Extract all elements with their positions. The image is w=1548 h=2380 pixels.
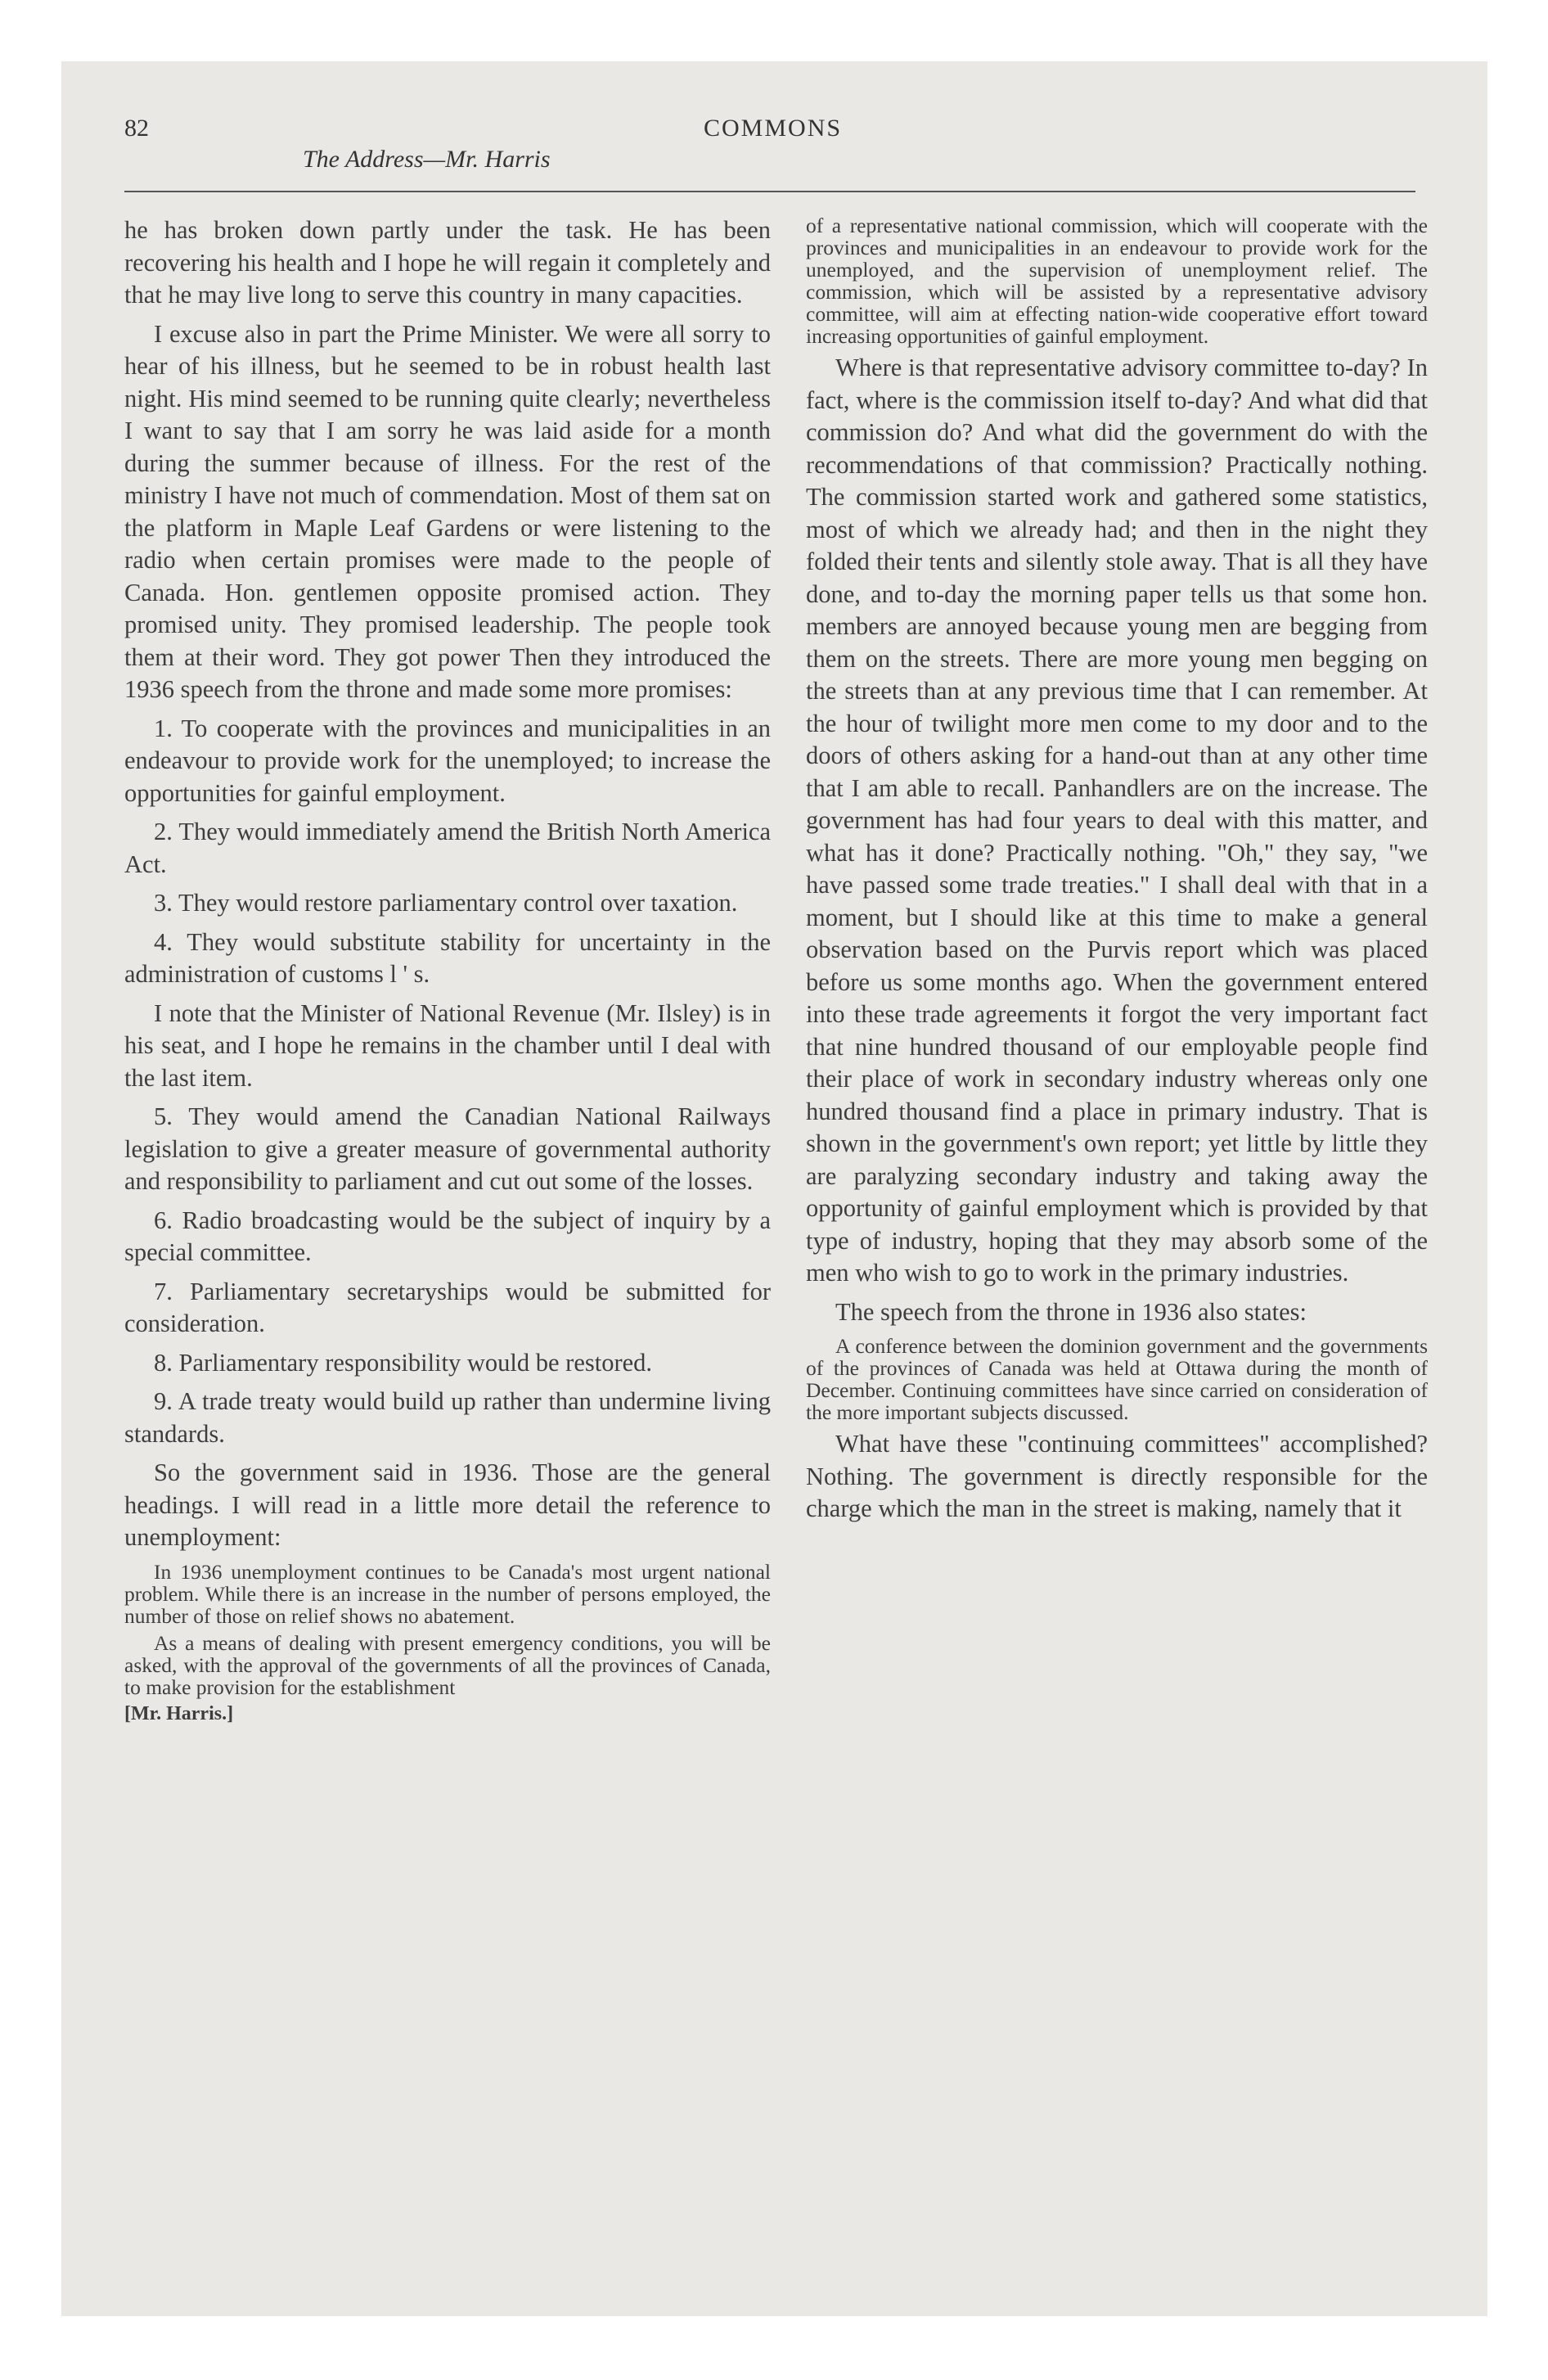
block-quote: In 1936 unemployment continues to be Canada's most urgent national problem. While there is an increase in the number of persons employed, the number of those on relief shows no abatement. [124, 1559, 771, 1628]
list-item: 3. They would restore parliamentary control over taxation. [154, 889, 738, 917]
paragraph: he has broken down partly under the task. He has been recovering his health and I hope he will regain it completely and that he may live long to serve this country in many capacities. [124, 216, 771, 309]
list-item: 7. Parliamentary secretaryships would be submitted for consideration. [124, 1277, 771, 1337]
list-item: 4. They would substitute stability for uncertainty in the administration of customs l ' s. [124, 927, 771, 988]
paragraph: The speech from the throne in 1936 also states: [835, 1297, 1307, 1326]
list-item: 8. Parliamentary responsibility would be restored. [154, 1348, 653, 1377]
right-column [806, 214, 1428, 1532]
paragraph: Where is that representative advisory committee to-day? In fact, where is the commission itself to-day? And what did that commission do? And what did the government do with the recommendations of that commission? Practically nothing. The commission started work and gathered some statistics, most of which we already had; and then in the night they folded their tents and silently stole away. That is all they have done, and to-day the morning paper tells us that some hon. members are annoyed because young men are begging from them on the streets. There are more young men begging on the streets than at any previous time that I can remember. At the hour of twilight more men come to my door and to the doors of others asking for a hand-out than at any other time that I am able to recall. Panhandlers are on the increase. The government has had four years to deal with this matter, and what has it done? Practically nothing. "Oh," they say, "we have passed some trade treaties." I shall deal with that in a moment, but I should like at this time to make a general observation based on the Purvis report which was placed before us some months ago. When the government entered into these trade agreements it forgot the very important fact that nine hundred thousand of our employable people find their place of work in secondary industry whereas only one hundred thousand find a place in primary industry. That is shown in the government's own report; yet little by little they are paralyzing secondary industry and taking away the opportunity of gainful employment which is provided by that type of industry, hoping that they may absorb some of the men who wish to go to work in the primary industries. [806, 354, 1428, 1287]
left-column [124, 214, 771, 1725]
list-item: 5. They would amend the Canadian National Railways legislation to give a greater measure of governmental authority and responsibility to parliament and cut out some of the losses. [124, 1102, 771, 1195]
page-number: 82 [124, 115, 149, 142]
block-quote: of a representative national commission, which will cooperate with the provinces and municipalities in an endeavour to provide work for the unemployed, and the supervision of unemployment relief. The commission, which will be assisted by a representative advisory committee, will aim at effecting nation-wide cooperative effort toward increasing opportunities of gainful employment. [806, 214, 1428, 348]
list-item: 1. To cooperate with the provinces and municipalities in an endeavour to provide work for the unemployed; to increase the opportunities for gainful employment. [124, 714, 771, 807]
list-item: 6. Radio broadcasting would be the subject of inquiry by a special committee. [124, 1206, 771, 1266]
section-title: The Address—Mr. Harris [303, 146, 551, 173]
block-quote: A conference between the dominion government and the governments of the provinces of Canada was held at Ottawa during the month of December. Continuing committees have since carried on consideration of the more important subjects discussed. [806, 1334, 1428, 1424]
paragraph: I excuse also in part the Prime Minister. We were all sorry to hear of his illness, but he seemed to be in robust health last night. His mind seemed to be running quite clearly; nevertheless I want to say that I am sorry he was laid aside for a month during the summer because of illness. For the rest of the ministry I have not much of commendation. Most of them sat on the platform in Maple Leaf Gardens or were listening to the radio when certain promises were made to the people of Canada. Hon. gentlemen opposite promised action. They promised unity. They promised leadership. The people took them at their word. They got power Then they introduced the 1936 speech from the throne and made some more promises: [124, 319, 771, 703]
speaker-signoff: [Mr. Harris.] [124, 1702, 234, 1724]
block-quote: As a means of dealing with present emergency conditions, you will be asked, with the approval of the governments of all the provinces of Canada, to make provision for the establishment [124, 1630, 771, 1699]
paragraph: So the government said in 1936. Those are the general headings. I will read in a little more detail the reference to unemployment: [124, 1458, 771, 1551]
running-head: COMMONS [704, 115, 843, 142]
list-item: 9. A trade treaty would build up rather than undermine living standards. [124, 1387, 771, 1448]
paragraph: I note that the Minister of National Revenue (Mr. Ilsley) is in his seat, and I hope he remains in the chamber until I deal with the last item. [124, 998, 771, 1092]
list-item: 2. They would immediately amend the British North America Act. [124, 818, 771, 878]
paragraph: What have these "continuing committees" accomplished? Nothing. The government is directly responsible for the charge which the man in the street is making, namely that it [806, 1430, 1428, 1522]
header-rule [124, 191, 1415, 192]
